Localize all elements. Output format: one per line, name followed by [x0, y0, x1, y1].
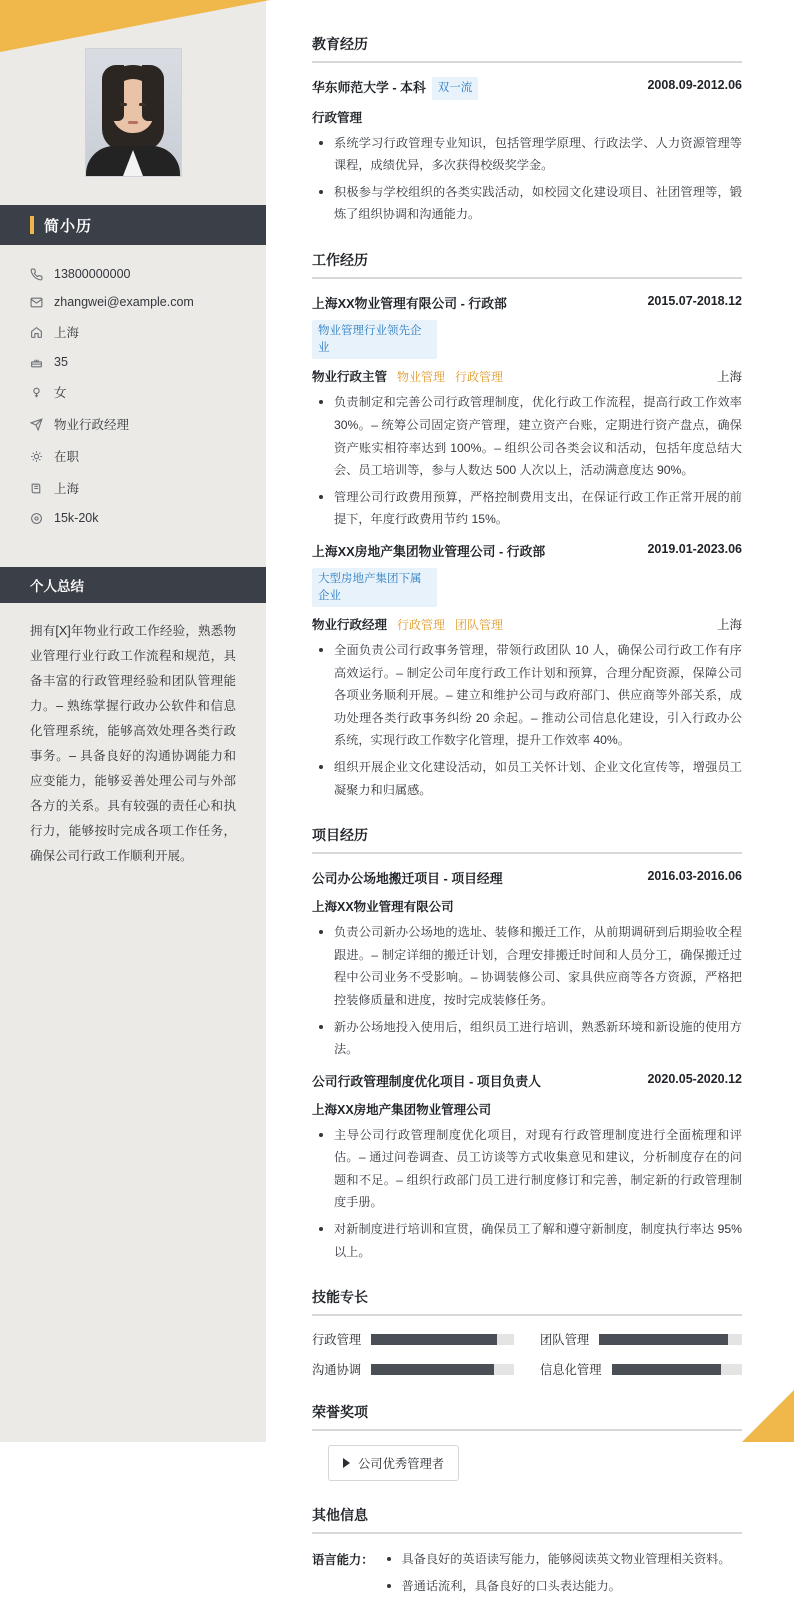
education-major: 行政管理	[312, 110, 363, 125]
work-entry-1-head	[312, 293, 742, 359]
contact-item-status	[30, 447, 266, 465]
list-item: 组织开展企业文化建设活动，如员工关怀计划、企业文化宣传等，增强员工凝聚力和归属感。	[316, 756, 742, 801]
contact-education-place-text: 上海	[54, 482, 80, 496]
summary-text: 拥有[X]年物业行政工作经验，熟悉物业管理行业行政工作流程和规范，具备丰富的行政管理经验和团队管理能力。– 熟练掌握行政办公软件和信息化管理系统，能够高效处理各类行政事务。– 具备良好的沟通协调能力和应变能力，能够妥善处理公司与外部各方的关系。具有较强的责任心和执行力，能够按时完成各项工作任务，确保公司行政工作顺利开展。	[30, 624, 236, 863]
contact-item-phone	[30, 267, 266, 281]
education-entry-head	[312, 77, 742, 100]
work-org-2: 上海XX房地产集团物业管理公司 - 行政部	[312, 543, 546, 559]
work-date-2: 2019.01-2023.06	[647, 541, 742, 556]
skill-label: 沟通协调	[312, 1363, 362, 1378]
skill-bar	[599, 1334, 742, 1345]
skill-item-2	[312, 1360, 514, 1378]
skill-label: 信息化管理	[540, 1363, 602, 1378]
project-entry-1-head	[312, 868, 742, 889]
education-org: 华东师范大学 - 本科	[312, 80, 426, 95]
candidate-name: 简小历	[44, 217, 93, 235]
honor-label: 公司优秀管理者	[358, 1457, 445, 1472]
section-title-education: 教育经历	[312, 34, 742, 63]
education-bullets	[316, 132, 742, 226]
cake-icon	[30, 356, 48, 369]
project-entry-2	[312, 1071, 742, 1263]
work-tag-1: 物业管理行业领先企业	[312, 320, 437, 359]
contact-city-text: 上海	[54, 326, 80, 340]
list-item: 主导公司行政管理制度优化项目，对现有行政管理制度进行全面梳理和评估。– 通过问卷调查、员工访谈等方式收集意见和建议，分析制度存在的问题和不足。– 组织行政部门员工进行制度修订和完善，制定新的行政管理制度手册。	[316, 1124, 742, 1214]
work-entry-2	[312, 541, 742, 801]
work-role-tag-1a: 物业管理	[397, 369, 446, 384]
decor-corner-top-left	[0, 0, 270, 52]
work-role-tag-2b: 团队管理	[455, 617, 504, 632]
project-bullets-1	[316, 921, 742, 1060]
project-date-1: 2016.03-2016.06	[647, 869, 742, 884]
list-item: 积极参与学校组织的各类实践活动，如校园文化建设项目、社团管理等，锻炼了组织协调和沟通能力。	[316, 181, 742, 226]
salary-icon	[30, 512, 48, 525]
honors-list	[312, 1445, 742, 1481]
work-org-line-2	[312, 541, 637, 607]
skill-item-1	[540, 1330, 742, 1348]
work-bullets-2	[316, 639, 742, 801]
project-entry-1	[312, 868, 742, 1060]
contact-age-text: 35	[54, 355, 68, 369]
skill-label: 行政管理	[312, 1333, 362, 1348]
list-item: 对新制度进行培训和宣贯，确保员工了解和遵守新制度，制度执行率达 95% 以上。	[316, 1218, 742, 1263]
work-entry-2-head	[312, 541, 742, 607]
contact-gender-text: 女	[54, 386, 67, 400]
contact-position-text: 物业行政经理	[54, 418, 130, 432]
skill-label: 团队管理	[540, 1333, 590, 1348]
skill-bar	[371, 1334, 514, 1345]
work-date-1: 2015.07-2018.12	[647, 293, 742, 308]
summary-title: 个人总结	[30, 579, 84, 594]
other-bullets	[384, 1548, 743, 1601]
skill-item-3	[540, 1360, 742, 1378]
skill-item-0	[312, 1330, 514, 1348]
contact-list	[0, 245, 266, 549]
status-icon	[30, 450, 48, 463]
education-tag: 双一流	[432, 77, 479, 100]
mail-icon	[30, 296, 48, 309]
work-role-tag-2a: 行政管理	[397, 617, 446, 632]
contact-phone-text: 13800000000	[54, 267, 131, 281]
other-info-row	[312, 1548, 742, 1601]
name-bar	[0, 205, 266, 245]
work-org-1: 上海XX物业管理有限公司 - 行政部	[312, 295, 507, 311]
work-bullets-1	[316, 391, 742, 530]
project-name-1: 公司办公场地搬迁项目 - 项目经理	[312, 871, 503, 887]
list-item: 普通话流利，具备良好的口头表达能力。	[384, 1575, 743, 1598]
list-item: 全面负责公司行政事务管理，带领行政团队 10 人，确保公司行政工作有序高效运行。– 制定公司年度行政工作计划和预算，合理分配资源，保障公司各项业务顺利开展。– 建立和维护公司与政府部门、供应商等外部关系，成功处理各类行政事务纠纷 20 余起。– 推动公司信息化建设，引入行政办公系统，实现行政工作数字化管理，提升工作效率 40%。	[316, 639, 742, 752]
other-label: 语言能力：	[312, 1553, 374, 1568]
home-icon	[30, 326, 48, 339]
list-item: 系统学习行政管理专业知识，包括管理学原理、行政法学、人力资源管理等课程，成绩优异，多次获得校级奖学金。	[316, 132, 742, 177]
section-title-project: 项目经历	[312, 825, 742, 854]
contact-salary-text: 15k-20k	[54, 511, 99, 525]
work-role-2: 物业行政经理	[312, 618, 388, 633]
section-title-other: 其他信息	[312, 1505, 742, 1534]
project-company-2: 上海XX房地产集团物业管理公司	[312, 1102, 492, 1117]
contact-item-position	[30, 415, 266, 433]
decor-corner-bottom-right	[742, 1390, 794, 1442]
skill-bar	[612, 1364, 743, 1375]
list-item: 新办公场地投入使用后，组织员工进行培训，熟悉新环境和新设施的使用方法。	[316, 1016, 742, 1061]
work-location-1: 上海	[716, 370, 742, 385]
phone-icon	[30, 268, 48, 281]
skill-bar	[371, 1364, 514, 1375]
honor-chip[interactable]	[328, 1445, 459, 1481]
play-triangle-icon	[343, 1458, 350, 1468]
contact-item-salary	[30, 511, 266, 525]
education-entry	[312, 77, 742, 226]
contact-email-text: zhangwei@example.com	[54, 295, 194, 309]
work-org-line-1	[312, 293, 637, 359]
name-accent	[30, 216, 34, 234]
project-company-1: 上海XX物业管理有限公司	[312, 900, 454, 915]
section-title-honors: 荣誉奖项	[312, 1402, 742, 1431]
contact-item-email	[30, 295, 266, 309]
contact-item-gender	[30, 383, 266, 401]
work-role-tag-1b: 行政管理	[455, 369, 504, 384]
work-role-row-1	[312, 367, 742, 385]
project-date-2: 2020.05-2020.12	[647, 1071, 742, 1086]
education-org-line	[312, 77, 478, 100]
contact-status-text: 在职	[54, 450, 80, 464]
work-role-row-2	[312, 615, 742, 633]
skills-grid	[312, 1330, 742, 1378]
work-entry-1	[312, 293, 742, 531]
education-date: 2008.09-2012.06	[647, 78, 742, 92]
project-bullets-2	[316, 1124, 742, 1263]
project-entry-2-head	[312, 1071, 742, 1092]
section-title-skills: 技能专长	[312, 1287, 742, 1316]
contact-item-education-place	[30, 479, 266, 497]
book-icon	[30, 482, 48, 495]
project-name-2: 公司行政管理制度优化项目 - 项目负责人	[312, 1073, 541, 1089]
work-tag-2: 大型房地产集团下属企业	[312, 568, 437, 607]
summary-section-bar	[0, 567, 266, 603]
gender-icon	[30, 386, 48, 399]
avatar	[85, 48, 182, 177]
list-item: 负责公司新办公场地的选址、装修和搬迁工作，从前期调研到后期验收全程跟进。– 制定详细的搬迁计划，合理安排搬迁时间和人员分工，确保搬迁过程中公司业务不受影响。– 协调装修公司、家具供应商等各方资源，严格把控装修质量和进度，按时完成装修任务。	[316, 921, 742, 1011]
sidebar	[0, 0, 266, 1442]
list-item: 管理公司行政费用预算，严格控制费用支出，在保证行政工作正常开展的前提下，年度行政费用节约 15%。	[316, 486, 742, 531]
send-icon	[30, 418, 48, 431]
contact-item-age	[30, 355, 266, 369]
list-item: 具备良好的英语读写能力，能够阅读英文物业管理相关资料。	[384, 1548, 743, 1571]
work-location-2: 上海	[716, 618, 742, 633]
section-title-work: 工作经历	[312, 250, 742, 279]
main-content	[266, 0, 794, 1593]
contact-item-city	[30, 323, 266, 341]
list-item: 负责制定和完善公司行政管理制度，优化行政工作流程，提高行政工作效率 30%。– 统筹公司固定资产管理，建立资产台账，定期进行资产盘点，确保资产账实相符率达到 100%。– 组织公司各类会议和活动，包括年度总结大会、员工培训等，参与人数达 500 人次以上，活动满意度达 90%。	[316, 391, 742, 481]
work-role-1: 物业行政主管	[312, 370, 388, 385]
